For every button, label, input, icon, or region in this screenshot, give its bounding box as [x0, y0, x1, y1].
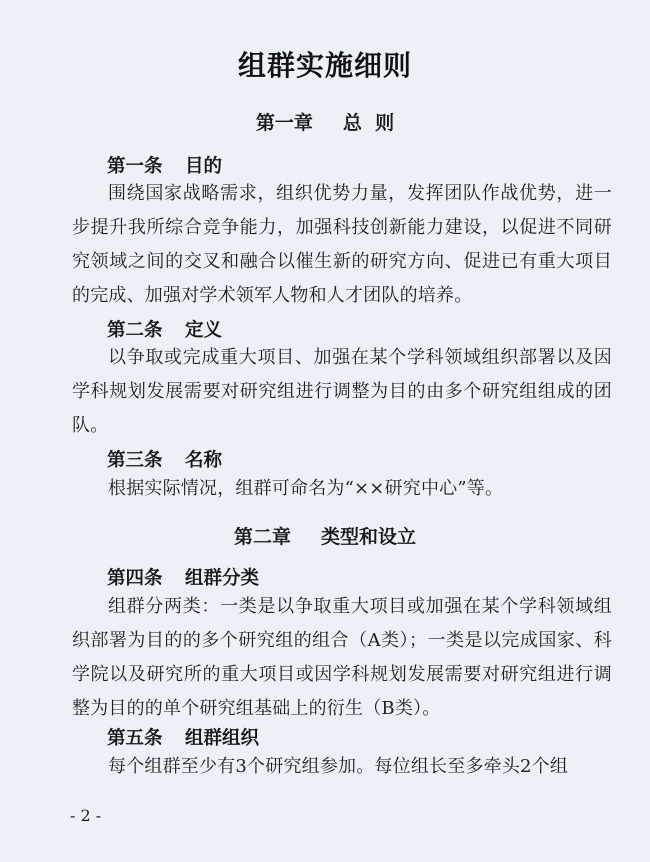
chapter-heading	[0, 522, 650, 549]
article-heading	[107, 564, 259, 590]
chapter-number: 第二章	[233, 526, 291, 548]
article-number: 第二条	[107, 320, 163, 341]
chapter-title: 类型和设立	[321, 526, 417, 548]
article-paragraph: 围绕国家战略需求，组织优势力量，发挥团队作战优势，进一步提升我所综合竞争能力，加强科技创新能力建设，以促进不同研究领域之间的交叉和融合以催生新的研究方向、促进已有重大项目的完成、加强对学术领军人物和人才团队的培养。	[72, 183, 612, 306]
chapter-title: 总 则	[342, 112, 395, 134]
page-number: - 2 -	[70, 806, 102, 825]
article-title: 定义	[185, 320, 223, 341]
article-title: 名称	[185, 450, 223, 471]
article-title: 组群组织	[185, 728, 260, 749]
article-paragraph: 以争取或完成重大项目、加强在某个学科领域组织部署以及因学科规划发展需要对研究组进行调整为目的由多个研究组组成的团队。	[72, 347, 612, 436]
document-title: 组群实施细则	[237, 49, 412, 82]
article-heading	[107, 446, 222, 472]
article-paragraph: 根据实际情况，组群可命名为“××研究中心”等。	[108, 478, 504, 499]
article-heading	[107, 316, 222, 342]
article-heading	[107, 724, 259, 750]
article-title: 目的	[185, 156, 223, 177]
chapter-number: 第一章	[255, 112, 313, 134]
article-number: 第三条	[107, 450, 163, 471]
article-heading	[107, 152, 222, 178]
article-number: 第一条	[107, 156, 163, 177]
article-paragraph: 每个组群至少有3个研究组参加。每位组长至多牵头2个组	[108, 756, 569, 777]
article-title: 组群分类	[185, 568, 260, 589]
chapter-heading	[0, 108, 650, 135]
article-number: 第五条	[107, 728, 163, 749]
article-number: 第四条	[107, 568, 163, 589]
article-paragraph: 组群分两类：一类是以争取重大项目或加强在某个学科领域组织部署为目的的多个研究组的组合（A类）；一类是以完成国家、科学院以及研究所的重大项目或因学科规划发展需要对研究组进行调整为目的的单个研究组基础上的衍生（B类）。	[72, 596, 612, 719]
